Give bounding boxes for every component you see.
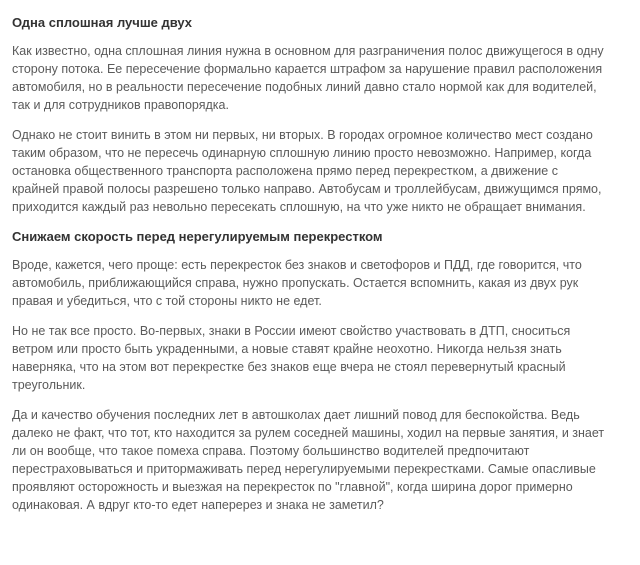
paragraph-line: автомобиля, но в реальности пересечение подобных линий давно стало нормой как для водителей, [12,80,597,94]
paragraph-line: сторону потока. Ее пересечение формально карается штрафом за нарушение правил расположения [12,62,603,76]
paragraph-3 [12,256,628,310]
paragraph-line: автомобиль, приближающийся справа, нужно пропускать. Остается вспомнить, какая из двух рук [12,276,579,290]
paragraph-line: Вроде, кажется, чего проще: есть перекресток без знаков и светофоров и ПДД, где говорится, что [12,258,582,272]
paragraph-line: одинаковая. А вдруг кто-то едет наперерез и знака не заметил? [12,498,384,512]
paragraph-line: проявляют осторожность и выезжая на перекресток по "главной", когда ширина дорог примерно [12,480,573,494]
paragraph-line: таким образом, что не пересечь одинарную сплошную линию просто невозможно. Например, когда [12,146,592,160]
paragraph-line: Как известно, одна сплошная линия нужна в основном для разграничения полос движущегося в одну [12,44,604,58]
article [12,6,628,526]
paragraph-2 [12,126,628,216]
paragraph-line: Но не так все просто. Во-первых, знаки в России имеют свойство участвовать в ДТП, сноситься [12,324,571,338]
paragraph-line: Да и качество обучения последних лет в автошколах дает лишний повод для беспокойства. Ведь [12,408,580,422]
paragraph-line: остановка общественного транспорта расположена прямо перед перекрестком, а движение с [12,164,558,178]
section-heading-2: Снижаем скорость перед нерегулируемым перекрестком [12,229,383,244]
paragraph-line: крайней правой полосы разрешено только направо. Автобусам и троллейбусам, движущимся прямо, [12,182,602,196]
paragraph-5 [12,406,628,514]
section-heading-1: Одна сплошная лучше двух [12,15,193,30]
paragraph-line: наверняка, что на этом вот перекрестке без знаков еще вчера не стоял перевернутый красный [12,360,566,374]
paragraph-1 [12,42,628,114]
paragraph-line: треугольник. [12,378,86,392]
paragraph-line: далеко не факт, что тот, кто находится за рулем соседней машины, ходил на первые занятия, и знает [12,426,605,440]
paragraph-line: Однако не стоит винить в этом ни первых, ни вторых. В городах огромное количество мест создано [12,128,593,142]
paragraph-line: ли он вообще, что такое помеха справа. Поэтому большинство водителей предпочитают [12,444,530,458]
paragraph-line: ветром или просто быть украденными, а новые ставят крайне неохотно. Никогда нельзя знать [12,342,562,356]
paragraph-line: так и для сотрудников правопорядка. [12,98,229,112]
paragraph-line: правая и убедиться, что с той стороны никто не едет. [12,294,322,308]
paragraph-line: приходится каждый раз невольно пересекать сплошную, на что уже никто не обращает внимания. [12,200,586,214]
paragraph-line: перестраховываться и притормаживать перед нерегулируемыми перекрестками. Самые опасливые [12,462,596,476]
paragraph-4 [12,322,628,394]
